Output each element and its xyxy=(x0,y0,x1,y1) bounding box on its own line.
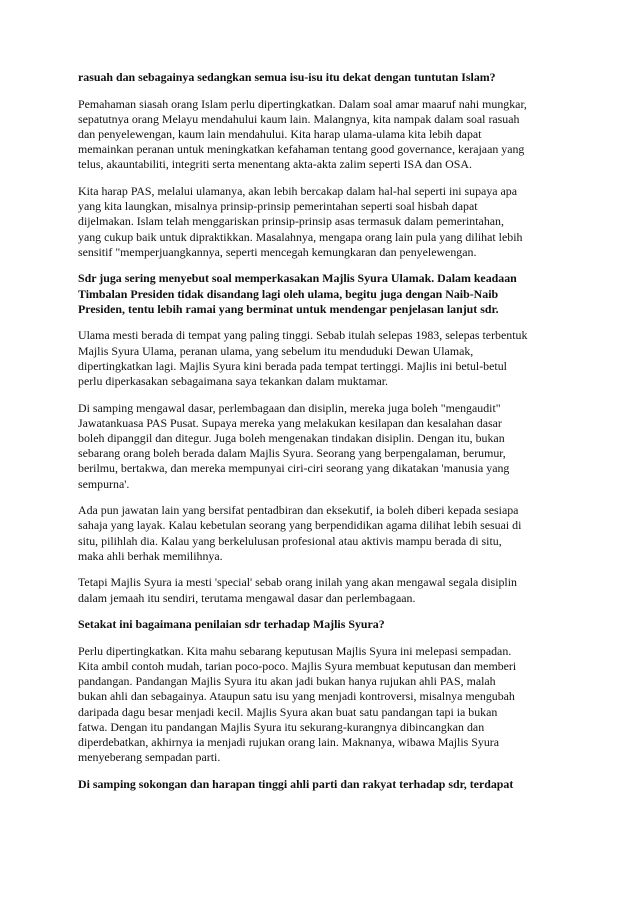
text-line: yang kita laungkan, misalnya prinsip-prinsip pemerintahan seperti soal hisbah dapat xyxy=(78,199,478,214)
text-line: pandangan. Pandangan Majlis Syura itu akan jadi bukan hanya rujukan ahli PAS, malah xyxy=(78,674,496,689)
body-paragraph xyxy=(78,184,566,260)
text-line: berilmu, bertakwa, dan mereka mempunyai ciri-ciri seorang yang dikatakan 'manusia yang xyxy=(78,461,510,476)
question-paragraph xyxy=(78,70,566,85)
text-line: Di samping sokongan dan harapan tinggi ahli parti dan rakyat terhadap sdr, terdapat xyxy=(78,776,514,791)
body-paragraph xyxy=(78,97,566,173)
text-line: dan penyelewengan, kaum lain mendahului. Kita harap ulama-ulama kita lebih dapat xyxy=(78,127,482,141)
text-line: daripada dagu besar menjadi kecil. Majlis Syura akan buat satu pandangan tapi ia bukan xyxy=(78,704,498,719)
text-line: Timbalan Presiden tidak disandang lagi oleh ulama, begitu juga dengan Naib-Naib xyxy=(78,286,499,301)
text-line: dijelmakan. Islam telah menggariskan prinsip-prinsip asas termasuk dalam pemerintahan, xyxy=(78,214,504,229)
question-paragraph xyxy=(78,777,566,792)
question-paragraph xyxy=(78,617,566,632)
text-line: sebarang orang boleh berada dalam Majlis Syura. Seorang yang berpengalaman, berumur, xyxy=(78,446,506,461)
body-paragraph xyxy=(78,575,566,605)
text-line: Di samping mengawal dasar, perlembagaan dan disiplin, mereka juga boleh "mengaudit" xyxy=(78,400,501,415)
text-line: Pemahaman siasah orang Islam perlu dipertingkatkan. Dalam soal amar maaruf nahi mungkar, xyxy=(78,96,527,111)
text-line: bukan ahli dan sebagainya. Ataupun satu isu yang menjadi kontroversi, misalnya mengubah xyxy=(78,689,515,704)
text-line: Perlu dipertingkatkan. Kita mahu sebarang keputusan Majlis Syura ini melepasi sempadan. xyxy=(78,643,512,658)
text-line: yang cukup baik untuk dipraktikkan. Masalahnya, mengapa orang lain pula yang dilihat lebih xyxy=(78,229,523,244)
text-line: memainkan peranan untuk meningkatkan kefahaman tentang good governance, kerajaan yang xyxy=(78,142,525,157)
text-line: sempurna'. xyxy=(78,476,130,491)
text-line: rasuah dan sebagainya sedangkan semua isu-isu itu dekat dengan tuntutan Islam? xyxy=(78,70,496,84)
text-line: diperdebatkan, akhirnya ia menjadi rujukan orang lain. Maknanya, wibawa Majlis Syura xyxy=(78,735,499,750)
text-line: Ada pun jawatan lain yang bersifat pentadbiran dan eksekutif, ia boleh diberi kepada sesiapa xyxy=(78,503,519,518)
text-line: menyeberang sempadan parti. xyxy=(78,750,221,765)
text-line: Kita harap PAS, melalui ulamanya, akan lebih bercakap dalam hal-hal seperti ini supaya apa xyxy=(78,184,518,198)
text-line: Majlis Syura Ulama, peranan ulama, yang sebelum itu menduduki Dewan Ulamak, xyxy=(78,343,474,358)
text-line: sahaja yang layak. Kalau kebetulan seorang yang berpendidikan agama dilihat lebih sesuai di xyxy=(78,518,522,533)
text-line: perlu diperkasakan sebagaimana saya tekankan dalam muktamar. xyxy=(78,374,389,389)
body-paragraph xyxy=(78,644,566,766)
text-line: sensitif "memperjuangkannya, seperti mencegah kemungkaran dan penyelewengan. xyxy=(78,244,477,259)
text-line: Sdr juga sering menyebut soal memperkasakan Majlis Syura Ulamak. Dalam keadaan xyxy=(78,271,517,286)
text-line: dipertingkatkan lagi. Majlis Syura kini berada pada tempat tertinggi. Majlis ini betul-betul xyxy=(78,358,507,373)
text-line: maka ahli berhak memilihnya. xyxy=(78,548,223,563)
text-line: Jawatankuasa PAS Pusat. Supaya mereka yang melakukan kesilapan dan kesalahan dasar xyxy=(78,415,502,430)
question-paragraph xyxy=(78,271,566,317)
text-line: Setakat ini bagaimana penilaian sdr terhadap Majlis Syura? xyxy=(78,617,385,632)
text-line: Kita ambil contoh mudah, tarian poco-poco. Majlis Syura membuat keputusan dan memberi xyxy=(78,659,517,674)
text-line: Ulama mesti berada di tempat yang paling tinggi. Sebab itulah selepas 1983, selepas terbentuk xyxy=(78,328,528,343)
text-line: sepatutnya orang Melayu mendahului kaum lain. Malangnya, kita nampak dalam soal rasuah xyxy=(78,111,520,126)
body-paragraph xyxy=(78,401,566,492)
text-line: boleh dipanggil dan ditegur. Juga boleh mengenakan tindakan disiplin. Dengan itu, bukan xyxy=(78,431,505,446)
text-line: telus, akauntabiliti, integriti serta menentang akta-akta zalim seperti ISA dan OSA. xyxy=(78,157,472,172)
text-line: fatwa. Dengan itu pandangan Majlis Syura itu sekurang-kurangnya dibincangkan dan xyxy=(78,719,485,734)
body-paragraph xyxy=(78,503,566,564)
document-page xyxy=(78,70,566,890)
text-line: Tetapi Majlis Syura ia mesti 'special' sebab orang inilah yang akan mengawal segala disiplin xyxy=(78,575,517,590)
body-paragraph xyxy=(78,328,566,389)
text-line: situ, pilihlah dia. Kalau yang berkelulusan profesional atau aktivis mampu berada di situ, xyxy=(78,533,502,548)
text-line: dalam jemaah itu sendiri, terutama mengawal dasar dan perlembagaan. xyxy=(78,590,416,605)
text-line: Presiden, tentu lebih ramai yang berminat untuk mendengar penjelasan lanjut sdr. xyxy=(78,301,499,316)
